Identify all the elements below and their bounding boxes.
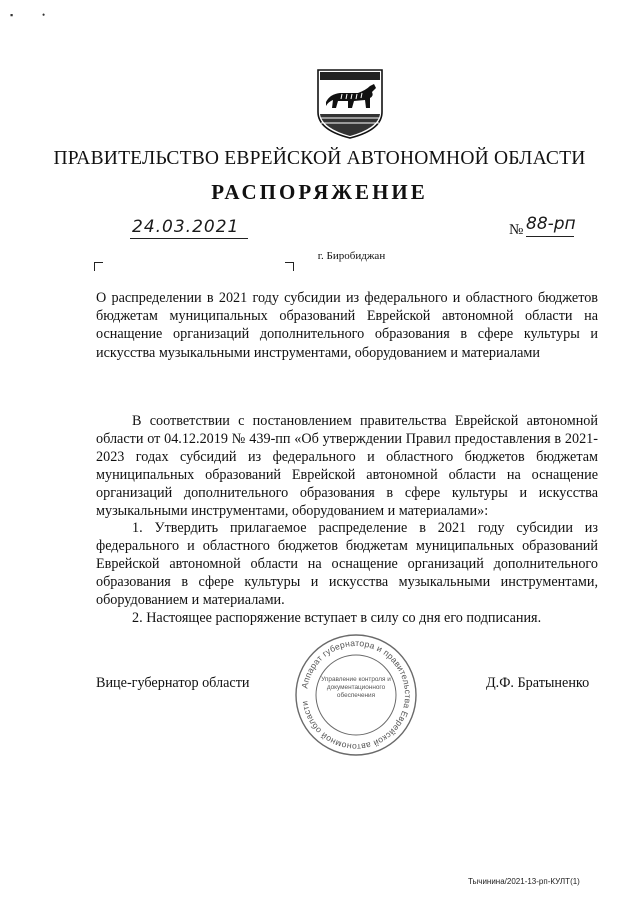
document-subject: О распределении в 2021 году субсидии из федерального и областного бюджетов бюджетам муниципальных образований Еврейской автономной области на оснащение организаций дополнительного образования в сфере культуры и искусства музыкальными инструментами, оборудованием и материалами xyxy=(96,290,598,361)
government-title: ПРАВИТЕЛЬСТВО ЕВРЕЙСКОЙ АВТОНОМНОЙ ОБЛАСТИ xyxy=(53,148,586,169)
official-stamp xyxy=(293,632,419,758)
stamp-outer-text: Аппарат губернатора и правительства Еврейской автономной области xyxy=(299,637,414,753)
number-underline xyxy=(526,236,574,237)
item-1-paragraph: 1. Утвердить прилагаемое распределение в 2021 году субсидии из федерального и областного бюджетов бюджетам муниципальных образований Еврейской автономной области на оснащение организаций дополнительного образования в сфере культуры и искусства музыкальными инструментами, оборудованием и материалами. xyxy=(96,520,598,609)
preamble-paragraph: В соответствии с постановлением правительства Еврейской автономной области от 04.12.2019 № 439-пп «Об утверждении Правил предоставления в 2021-2023 годах субсидий из федерального и областного бюджетов бюджетам муниципальных образований Еврейской автономной области на оснащение организаций дополнительного образования в сфере культуры и искусства музыкальными инструментами, оборудованием и материалами»: xyxy=(96,413,598,519)
signatory-position: Вице-губернатор области xyxy=(96,675,250,691)
signatory-name: Д.Ф. Братыненко xyxy=(486,675,590,691)
subject-bracket-right xyxy=(285,262,294,271)
handwritten-date: 24.03.2021 xyxy=(132,217,240,237)
stamp-inner-text: Управление контроля и документационного обеспечения xyxy=(321,676,391,699)
document-type-title: РАСПОРЯЖЕНИЕ xyxy=(211,180,428,204)
handwritten-document-number: 88-рп xyxy=(526,214,576,234)
subject-bracket-left xyxy=(94,262,103,271)
number-prefix: № xyxy=(509,222,524,238)
item-2-paragraph: 2. Настоящее распоряжение вступает в силу со дня его подписания. xyxy=(132,609,542,626)
scan-mark-left: ▪ xyxy=(10,10,14,20)
date-underline xyxy=(130,238,248,239)
city-name: г. Биробиджан xyxy=(317,250,386,262)
footer-reference: Тычинина/2021-13-рп-КУЛТ(1) xyxy=(468,877,580,886)
document-body xyxy=(96,413,598,628)
scan-mark-right: • xyxy=(42,10,46,20)
coat-of-arms-tiger-icon xyxy=(314,68,386,140)
